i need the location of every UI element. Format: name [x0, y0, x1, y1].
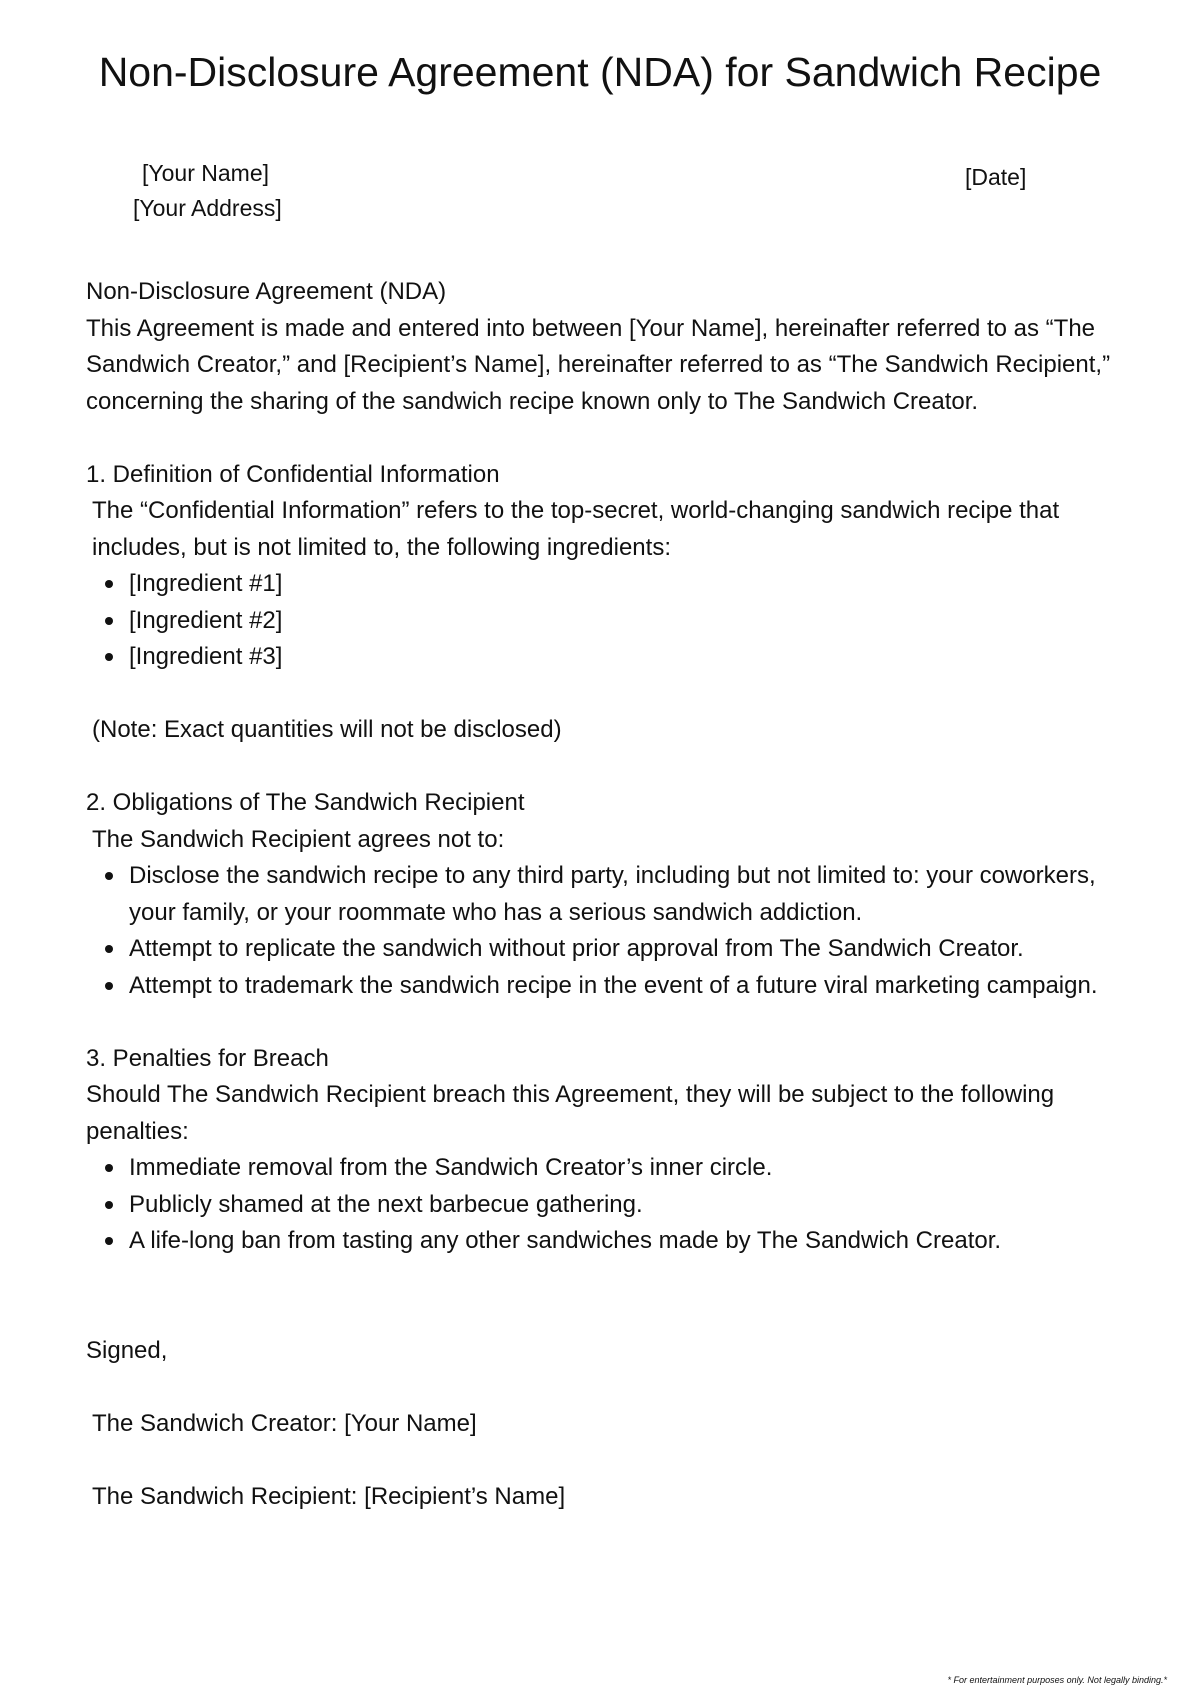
penalties-list: [86, 1150, 1146, 1260]
section-3-text: Should The Sandwich Recipient breach this Agreement, they will be subject to the following penalties:: [86, 1081, 1055, 1145]
section-3-heading: 3. Penalties for Breach: [86, 1044, 329, 1072]
section-2-text: The Sandwich Recipient agrees not to:: [92, 825, 505, 853]
footer-disclaimer: * For entertainment purposes only. Not legally binding.*: [947, 1675, 1167, 1685]
recipient-signature: The Sandwich Recipient: [Recipient’s Name]: [92, 1482, 566, 1510]
spacer: [86, 1296, 1146, 1333]
creator-signature: The Sandwich Creator: [Your Name]: [92, 1409, 477, 1437]
list-item: Immediate removal from the Sandwich Creator’s inner circle.: [86, 1150, 1146, 1187]
list-item: Attempt to replicate the sandwich without prior approval from The Sandwich Creator.: [86, 931, 1146, 968]
agreement-body: [86, 274, 1146, 1515]
section-2-heading: 2. Obligations of The Sandwich Recipient: [86, 789, 525, 816]
section-1-note: (Note: Exact quantities will not be disclosed): [92, 716, 562, 743]
list-item: [Ingredient #2]: [86, 603, 1146, 640]
spacer: [86, 1260, 1146, 1297]
spacer: [86, 749, 1146, 786]
list-item: [Ingredient #3]: [86, 639, 1146, 676]
spacer: [86, 1442, 1146, 1479]
list-item: Publicly shamed at the next barbecue gathering.: [86, 1187, 1146, 1224]
section-1-heading: 1. Definition of Confidential Information: [86, 460, 500, 488]
intro-heading: Non-Disclosure Agreement (NDA): [86, 278, 447, 305]
sender-name: [Your Name]: [142, 160, 269, 186]
list-item: A life-long ban from tasting any other sandwiches made by The Sandwich Creator.: [86, 1223, 1146, 1260]
list-item: Attempt to trademark the sandwich recipe in the event of a future viral marketing campaign.: [86, 968, 1146, 1005]
ingredient-list: [86, 566, 1146, 676]
list-item: Disclose the sandwich recipe to any third party, including but not limited to: your coworkers, your family, or your roommate who has a serious sandwich addiction.: [86, 858, 1146, 931]
signed-label: Signed,: [86, 1336, 168, 1364]
date-field: [Date]: [965, 164, 1027, 190]
list-item: [Ingredient #1]: [86, 566, 1146, 603]
obligations-list: [86, 858, 1146, 1004]
spacer: [86, 1004, 1146, 1041]
intro-text: This Agreement is made and entered into between [Your Name], hereinafter referred to as “The Sandwich Creator,” and [Recipient’s Name], hereinafter referred to as “The Sandwich Recipient,” concerning the sharing of the sandwich recipe known only to The Sandwich Creator.: [86, 314, 1111, 415]
spacer: [86, 1369, 1146, 1406]
spacer: [86, 676, 1146, 713]
section-1-text: The “Confidential Information” refers to the top-secret, world-changing sandwich recipe that includes, but is not limited to, the following ingredients:: [92, 497, 1060, 561]
page-title: Non-Disclosure Agreement (NDA) for Sandwich Recipe: [98, 49, 1102, 95]
spacer: [86, 420, 1146, 457]
sender-address: [Your Address]: [133, 195, 282, 221]
